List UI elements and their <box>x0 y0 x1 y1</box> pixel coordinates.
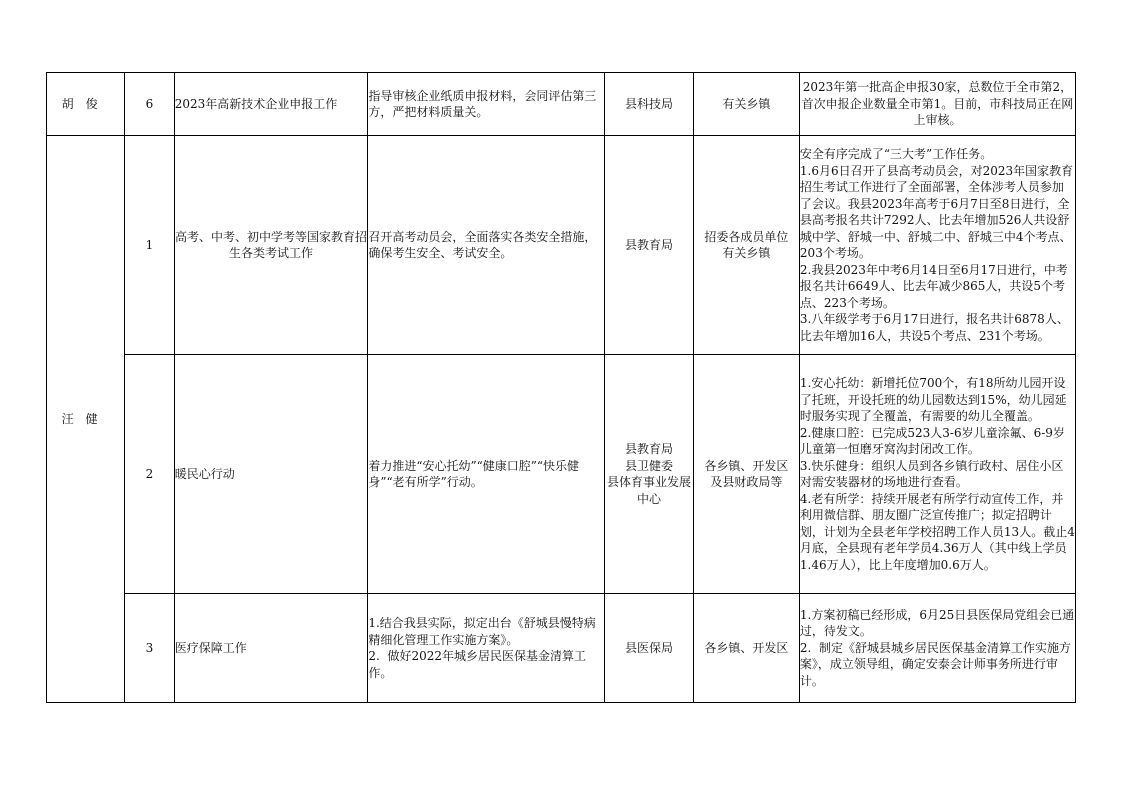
progress-line: 4.老有所学：持续开展老有所学行动宣传工作，并利用微信群、朋友圈广泛宣传推广；拟定招聘计划，计划为全县老年学校招聘工作人员13人。截止4月底，全县现有老年学员4.36万人（其中线上学员1.46万人），比上年度增加0.6万人。 <box>799 491 1075 572</box>
lead-unit-line: 县医保局 <box>625 640 674 655</box>
progress-line: 2. 制定《舒城县城乡居民医保基金清算工作实施方案》，成立领导组，确定安泰会计师事务所进行审计。 <box>799 640 1072 688</box>
measure-line: 指导审核企业纸质申报材料，会同评估第三方，严把材料质量关。 <box>368 88 597 119</box>
coop-unit-cell <box>693 136 799 355</box>
lead-unit-line: 县卫健委 <box>625 458 674 473</box>
task-cell: 暖民心行动 <box>174 355 368 594</box>
progress-line: 2023年第一批高企申报30家，总数位于全市第2，首次申报企业数量全市第1。目前，市科技局正在网上审核。 <box>801 80 1074 128</box>
item-number-cell: 1 <box>125 136 174 355</box>
coop-unit-line: 及县财政局等 <box>710 475 783 489</box>
table-row <box>47 136 1076 355</box>
task-cell: 2023年高新技术企业申报工作 <box>174 73 368 136</box>
lead-unit-cell <box>605 355 694 594</box>
item-number-cell: 3 <box>125 594 174 703</box>
progress-line: 3.八年级学考于6月17日进行，报名共计6878人、比去年增加16人，共设5个考点、231个考场。 <box>799 312 1069 343</box>
coop-unit-line: 招委各成员单位 <box>704 229 789 244</box>
lead-unit-line: 县体育事业发展中心 <box>607 475 692 506</box>
item-number-cell: 2 <box>125 355 174 594</box>
coop-unit-cell <box>693 73 799 136</box>
coop-unit-line: 有关乡镇 <box>722 246 771 260</box>
progress-cell <box>799 136 1075 355</box>
table-row <box>47 355 1076 594</box>
task-cell: 医疗保障工作 <box>174 594 368 703</box>
measures-cell <box>368 355 605 594</box>
progress-line: 1.安心托幼：新增托位700个，有18所幼儿园开设了托班，开设托班的幼儿园数达到15%，幼儿园延时服务实现了全覆盖，有需要的幼儿全覆盖。 <box>799 376 1067 423</box>
item-number-cell: 6 <box>125 73 174 136</box>
lead-unit-cell <box>605 73 694 136</box>
coop-unit-line: 有关乡镇 <box>722 96 771 111</box>
progress-cell <box>799 594 1075 703</box>
work-progress-table <box>46 72 1076 703</box>
progress-line: 3.快乐健身：组织人员到各乡镇行政村、居住小区对需安装器材的场地进行查看。 <box>799 458 1064 489</box>
measure-line: 2. 做好2022年城乡居民医保基金清算工作。 <box>368 649 586 680</box>
measures-cell <box>368 594 605 703</box>
task-cell: 高考、中考、初中学考等国家教育招生各类考试工作 <box>174 136 368 355</box>
lead-unit-cell <box>605 594 694 703</box>
responsible-person-cell: 胡俊 <box>47 73 125 136</box>
progress-line: 1.方案初稿已经形成，6月25日县医保局党组会已通过，待发文。 <box>799 607 1075 639</box>
coop-unit-line: 各乡镇、开发区 <box>704 458 789 473</box>
progress-line: 2.我县2023年中考6月14日至6月17日进行，中考报名共计6649人、比去年减少865人，共设5个考点、223个考场。 <box>799 262 1068 310</box>
lead-unit-cell <box>605 136 694 355</box>
lead-unit-line: 县教育局 <box>625 237 674 252</box>
measures-cell <box>368 136 605 355</box>
lead-unit-line: 县科技局 <box>625 96 674 111</box>
coop-unit-line: 各乡镇、开发区 <box>704 640 789 655</box>
coop-unit-cell <box>693 355 799 594</box>
lead-unit-line: 县教育局 <box>625 442 674 456</box>
responsible-person-cell: 汪健 <box>47 136 125 703</box>
progress-line: 1.6月6日召开了县高考动员会，对2023年国家教育招生考试工作进行了全面部署，全体涉考人员参加了会议。我县2023年高考于6月7日至8日进行，全县高考报名共计7292人、比去年增加526人共设舒城中学、舒城一中、舒城二中、舒城三中4个考点、203个考场。 <box>799 163 1074 260</box>
measure-line: 1.结合我县实际，拟定出台《舒城县慢特病精细化管理工作实施方案》。 <box>368 616 596 647</box>
progress-line: 安全有序完成了“三大考”工作任务。 <box>799 147 993 161</box>
measure-line: 召开高考动员会，全面落实各类安全措施，确保考生安全、考试安全。 <box>368 229 597 260</box>
progress-cell <box>799 355 1075 594</box>
table-row <box>47 594 1076 703</box>
table-row <box>47 73 1076 136</box>
measure-line: 着力推进“安心托幼”“健康口腔”“快乐健身”“老有所学”行动。 <box>368 458 580 489</box>
progress-cell <box>799 73 1075 136</box>
coop-unit-cell <box>693 594 799 703</box>
measures-cell <box>368 73 605 136</box>
progress-line: 2.健康口腔：已完成523人3-6岁儿童涂氟、6-9岁儿童第一恒磨牙窝沟封闭改工作。 <box>799 425 1065 456</box>
